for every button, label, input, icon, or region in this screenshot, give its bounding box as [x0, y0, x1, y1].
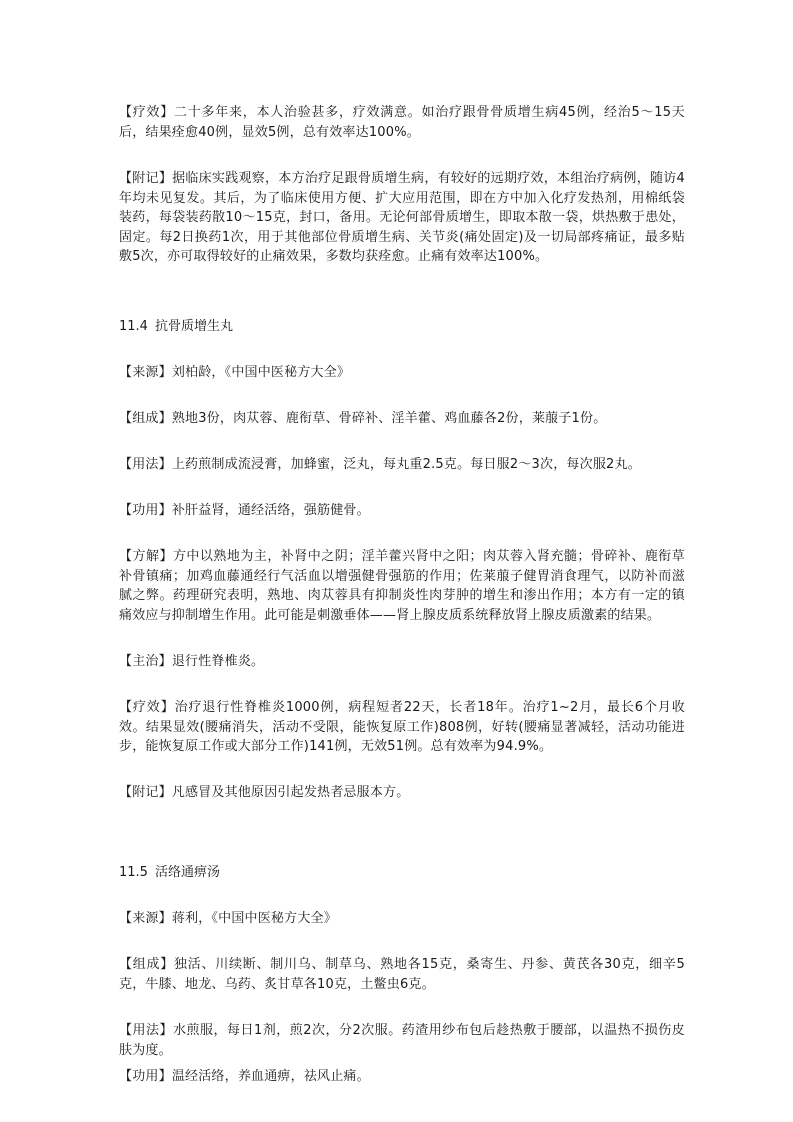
paragraph-text: 温经活络，养血通痹，祛风止痛。 — [171, 1069, 370, 1084]
paragraph-text: 退行性脊椎炎。 — [171, 654, 265, 669]
section-label: 【来源】 — [119, 365, 172, 380]
section-title: 抗骨质增生丸 — [155, 319, 234, 334]
section-label: 【用法】 — [119, 457, 172, 472]
paragraph-text: 二十多年来，本人治验甚多，疗效满意。如治疗跟骨骨质增生病45例，经治5～15天后，结果痊愈40例，显效5例，总有效率达100%。 — [119, 105, 685, 140]
paragraph-text: 治疗退行性脊椎炎1000例，病程短者22天，长者18年。治疗1~2月，最长6个月收效。结果显效(腰痛消失，活动不受限，能恢复原工作)808例，好转(腰痛显著减轻，活动功能进步，能恢复原工作或大部分工作)141例，无效51例。总有效率为94.9%。 — [119, 700, 685, 754]
section-label: 【主治】 — [119, 654, 172, 669]
paragraph-text: 方中以熟地为主，补肾中之阴；淫羊藿兴肾中之阳；肉苁蓉入肾充髓；骨碎补、鹿衔草补骨镇痛；加鸡血藤通经行气活血以增强健骨强筋的作用；佐莱菔子健胃消食理气，以防补而滋腻之弊。药理研究表明，熟地、肉苁蓉具有抑制炎性肉芽肿的增生和渗出作用；本方有一定的镇痛效应与抑制增生作用。此可能是刺激垂体——肾上腺皮质系统释放肾上腺皮质激素的结果。 — [119, 549, 685, 623]
section-label: 【组成】 — [119, 957, 175, 972]
paragraph-usage — [119, 455, 685, 475]
paragraph-efficacy — [119, 698, 685, 757]
paragraph-text: 凡感冒及其他原因引起发热者忌服本方。 — [171, 785, 410, 800]
paragraph-text: 独活、川续断、制川乌、制草乌、熟地各15克，桑寄生、丹参、黄芪各30克，细辛5克，牛膝、地龙、乌药、炙甘草各10克，土鳖虫6克。 — [119, 957, 685, 992]
section-number: 11.4 — [119, 319, 148, 334]
section-heading-11-5 — [119, 863, 220, 883]
paragraph-explanation — [119, 547, 685, 625]
paragraph-indication — [119, 652, 685, 672]
paragraph-note — [119, 169, 685, 267]
section-heading-11-4 — [119, 317, 233, 337]
paragraph-text: 蒋利，《中国中医秘方大全》 — [171, 911, 337, 926]
paragraph-function — [119, 1067, 685, 1087]
paragraph-efficacy — [119, 103, 685, 142]
paragraph-source — [119, 363, 685, 383]
paragraph-text: 补肝益肾，通经活络，强筋健骨。 — [171, 503, 370, 518]
section-number: 11.5 — [119, 865, 148, 880]
paragraph-source — [119, 909, 685, 929]
paragraph-usage — [119, 1021, 685, 1060]
paragraph-text: 据临床实践观察，本方治疗足跟骨质增生病，有较好的远期疗效，本组治疗病例，随访4年均未见复发。其后，为了临床使用方便、扩大应用范围，即在方中加入化疗发热剂，用棉纸袋装药，每袋装药散10～15克，封口，备用。无论何部骨质增生，即取本散一袋，烘热敷于患处，固定。每2日换药1次，用于其他部位骨质增生病、关节炎(痛处固定)及一切局部疼痛证，最多贴敷5次，亦可取得较好的止痛效果，多数均获痊愈。止痛有效率达100%。 — [119, 171, 685, 264]
paragraph-composition — [119, 409, 685, 429]
section-label: 【疗效】 — [119, 700, 175, 715]
paragraph-composition — [119, 955, 685, 994]
section-label: 【组成】 — [119, 411, 172, 426]
section-label: 【功用】 — [119, 503, 172, 518]
paragraph-function — [119, 501, 685, 521]
paragraph-note — [119, 783, 685, 803]
section-label: 【疗效】 — [119, 105, 175, 120]
section-label: 【方解】 — [119, 549, 173, 564]
section-label: 【来源】 — [119, 911, 172, 926]
section-label: 【附记】 — [119, 785, 172, 800]
paragraph-text: 熟地3份，肉苁蓉、鹿衔草、骨碎补、淫羊藿、鸡血藤各2份，莱菔子1份。 — [171, 411, 607, 426]
section-label: 【附记】 — [119, 171, 173, 186]
section-label: 【功用】 — [119, 1069, 172, 1084]
section-title: 活络通痹汤 — [155, 865, 221, 880]
paragraph-text: 刘柏龄，《中国中医秘方大全》 — [171, 365, 351, 380]
paragraph-text: 水煎服，每日1剂，煎2次，分2次服。药渣用纱布包后趁热敷于腰部，以温热不损伤皮肤为度。 — [119, 1023, 685, 1058]
section-label: 【用法】 — [119, 1023, 173, 1038]
paragraph-text: 上药煎制成流浸膏，加蜂蜜，泛丸，每丸重2.5克。每日服2～3次，每次服2丸。 — [171, 457, 641, 472]
